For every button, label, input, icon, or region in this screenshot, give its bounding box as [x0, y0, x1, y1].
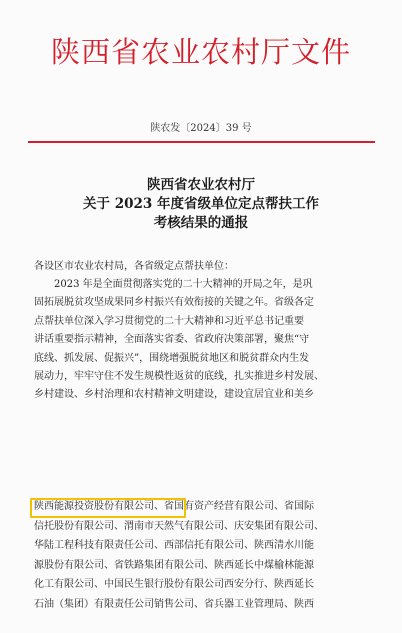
salutation: 各设区市农业农村局，各省级定点帮扶单位：	[34, 261, 234, 272]
paragraph-line: 讲话重要指示精神，全面落实省委、省政府决策部署，聚焦“守	[34, 334, 310, 346]
paragraph-line: 陕西能源投资股份有限公司、省国有资产经营有限公司、省国际	[34, 501, 314, 512]
notice-title	[0, 176, 402, 233]
title-line-3: 考核结果的通报	[153, 215, 249, 231]
paragraph-line: 2023 年是全面贯彻落实党的二十大精神的开局之年，是巩	[54, 279, 313, 290]
document-number: 陕农发〔2024〕39 号	[150, 123, 252, 134]
paragraph-line: 固拓展脱贫攻坚成果同乡村振兴有效衔接的关键之年。省级各定	[34, 297, 314, 309]
paragraph-line: 信托股份有限公司、渭南市天然气有限公司、庆安集团有限公司、	[34, 520, 324, 532]
title-line-2: 关于 2023 年度省级单位定点帮扶工作	[83, 196, 319, 212]
masthead-title: 陕西省农业农村厅文件	[50, 35, 351, 69]
paragraph-line: 展动力，牢牢守住不发生规模性返贫的底线，扎实推进乡村发展、	[34, 371, 324, 383]
body-paragraph-1	[34, 276, 324, 405]
paragraph-line: 点帮扶单位深入学习贯彻党的二十大精神和习近平总书记重要	[34, 315, 304, 327]
title-line-1: 陕西省农业农村厅	[147, 177, 255, 193]
highlight-box	[30, 498, 186, 518]
paragraph-line: 乡村建设、乡村治理和农村精神文明建设，建设宜居宜业和美乡	[34, 389, 314, 401]
paragraph-line: 华陆工程科技有限责任公司、西部信托有限公司、陕西清水川能	[34, 540, 314, 552]
paragraph-line: 底线、抓发展、促振兴”，围绕增强脱贫地区和脱贫群众内生发	[34, 352, 310, 364]
paragraph-line: 化工有限公司、中国民生银行股份有限公司西安分行、陕西延长	[34, 579, 314, 591]
paragraph-line: 石油（集团）有限责任公司销售公司、省兵器工业管理局、陕西	[34, 598, 314, 610]
paragraph-line: 源股份有限公司、省铁路集团有限公司、陕西延长中煤榆林能源	[34, 559, 314, 571]
red-divider-line	[28, 141, 375, 143]
